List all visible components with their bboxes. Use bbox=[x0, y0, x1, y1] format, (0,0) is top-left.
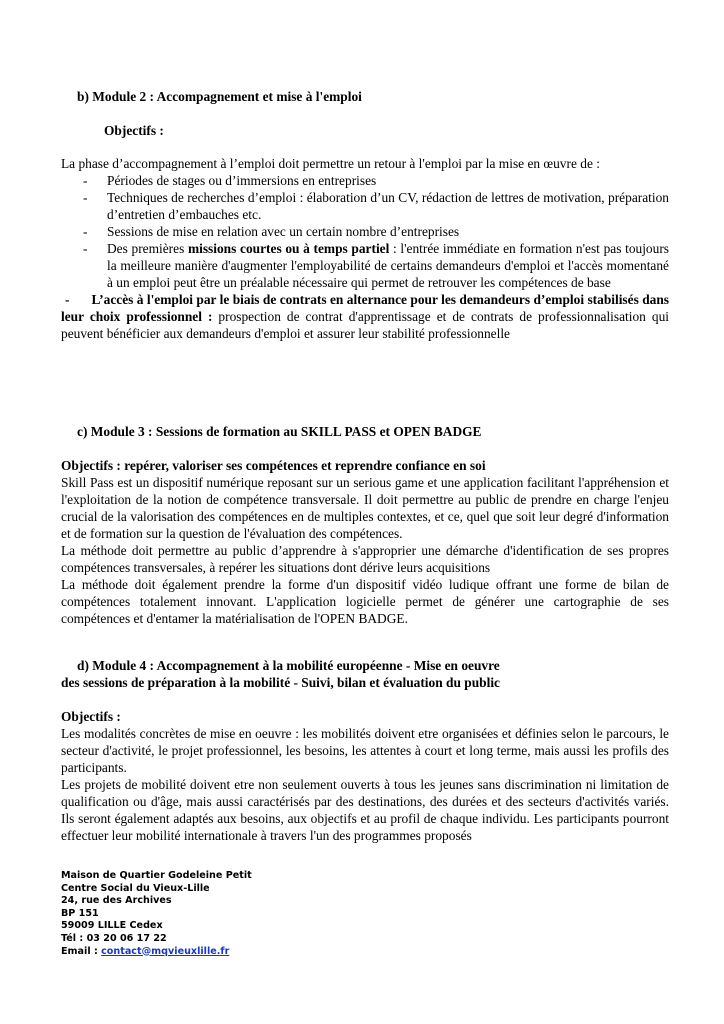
footer-centre-name: Centre Social du Vieux-Lille bbox=[61, 882, 210, 894]
dash-marker: - bbox=[83, 190, 88, 205]
module4-objectifs: Objectifs : bbox=[61, 709, 121, 724]
module3-heading: c) Module 3 : Sessions de formation au SKILL PASS et OPEN BADGE bbox=[77, 424, 482, 439]
module3-paragraph-3: La méthode doit également prendre la forme d'un dispositif vidéo ludique offrant une forme de bilan de compétences totalement innovant. L'application logicielle permet de générer une cartographie de ses compétences et d'entamer la matérialisation de l'OPEN BADGE. bbox=[61, 577, 669, 626]
module3-paragraph-1: Skill Pass est un dispositif numérique reposant sur un serious game et une application facilitant l'appréhension et l'exploitation de la notion de compétence transversale. Il doit permettre au public de prendre en charge l'enjeu crucial de la valorisation des compétences en de multiples contextes, et ce, quel que soit leur degré d'information et de formation sur la question de l'évaluation des compétences. bbox=[61, 475, 669, 541]
module2-list bbox=[61, 172, 669, 291]
alternance-dash: - bbox=[65, 292, 70, 307]
module2-intro: La phase d’accompagnement à l’emploi doit permettre un retour à l'emploi par la mise en œuvre de : bbox=[61, 156, 600, 171]
list-item: - Sessions de mise en relation avec un certain nombre d’entreprises bbox=[83, 224, 460, 239]
module3-objectifs: Objectifs : repérer, valoriser ses compétences et reprendre confiance en soi bbox=[61, 458, 486, 473]
footer-street: 24, rue des Archives bbox=[61, 895, 172, 907]
module4-paragraph-2: Les projets de mobilité doivent etre non seulement ouverts à tous les jeunes sans discrimination ni limitation de qualification ou d'âge, mais aussi caractérisés par des destinations, des durées et des secteurs d'activités variés. Ils seront également adaptés aux besoins, aux objectifs et au profil de chaque individu. Les participants pourront effectuer leur mobilité internationale à travers l'un des programmes proposés bbox=[61, 777, 669, 843]
list-item: - Techniques de recherches d’emploi : élaboration d’un CV, rédaction de lettres de motivation, préparation d’entretien d’embauches etc. bbox=[83, 190, 669, 222]
address-footer bbox=[61, 870, 361, 958]
module4-heading-line1: d) Module 4 : Accompagnement à la mobilité européenne - Mise en oeuvre bbox=[77, 658, 500, 673]
footer-org-name: Maison de Quartier Godeleine Petit bbox=[61, 870, 252, 881]
footer-city: 59009 LILLE Cedex bbox=[61, 920, 163, 932]
dash-marker: - bbox=[83, 173, 88, 188]
footer-email-label: Email : bbox=[61, 945, 102, 957]
footer-email-line bbox=[61, 946, 361, 959]
list-item: - Périodes de stages ou d’immersions en entreprises bbox=[83, 173, 377, 188]
module2-objectifs: Objectifs : bbox=[104, 123, 164, 138]
email-link[interactable]: contact@mqvieuxlille.fr bbox=[101, 945, 230, 957]
module2-heading: b) Module 2 : Accompagnement et mise à l'emploi bbox=[77, 89, 362, 104]
alternance-paragraph: - L’accès à l'emploi par le biais de contrats en alternance pour les demandeurs d’emploi stabilisés dans leur choix professionnel : prospection de contrat d'apprentissage et de contrats de professionnalisation qui peuvent bénéficier aux demandeurs d'emploi et assurer leur stabilité professionnelle bbox=[61, 292, 669, 341]
module4-heading-line2: des sessions de préparation à la mobilité - Suivi, bilan et évaluation du public bbox=[61, 675, 500, 690]
list-item: - Des premières missions courtes ou à temps partiel : l'entrée immédiate en formation n'est pas toujours la meilleure manière d'augmenter l'employabilité de certains demandeurs d'emploi et l'accès momentané à un emploi peut être un préalable nécessaire qui permet de retrouver les compétences de base bbox=[83, 241, 669, 290]
footer-phone: Tél : 03 20 06 17 22 bbox=[61, 932, 167, 944]
module3-paragraph-2: La méthode doit permettre au public d’apprendre à s'approprier une démarche d'identification de ses propres compétences transversales, à repérer les situations dont dérive leurs acquisitions bbox=[61, 543, 669, 575]
dash-marker: - bbox=[83, 224, 88, 239]
footer-po-box: BP 151 bbox=[61, 907, 99, 919]
dash-marker: - bbox=[83, 241, 88, 256]
module4-body bbox=[61, 708, 669, 844]
missions-courtes-bold: missions courtes ou à temps partiel bbox=[187, 241, 390, 256]
module2-body bbox=[61, 155, 669, 342]
alternance-bold: L’accès à l'emploi par le biais de contrats en alternance pour les demandeurs d’emploi stabilisés dans leur choix professionnel : bbox=[61, 292, 669, 324]
module3-body bbox=[61, 457, 669, 627]
module4-paragraph-1: Les modalités concrètes de mise en oeuvre : les mobilités doivent etre organisées et définies selon le parcours, le secteur d'activité, le projet professionnel, les besoins, les attentes à court et long terme, mais aussi les profils des participants. bbox=[61, 726, 669, 775]
